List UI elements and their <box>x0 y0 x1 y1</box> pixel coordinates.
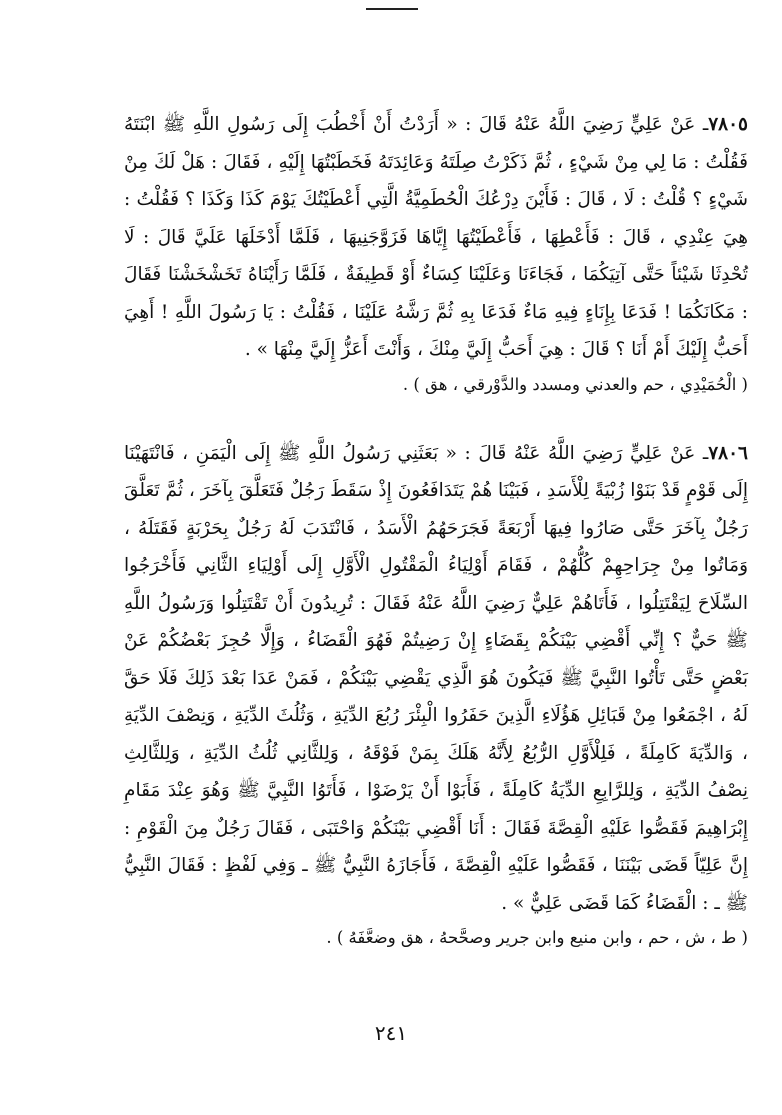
hadith-source: ( ط ، ش ، حم ، وابن منيع وابن جرير وصحَّحهُ ، هق وضعَّفَهُ ) . <box>326 928 748 947</box>
page-body <box>124 106 748 954</box>
hadith-text <box>124 106 748 369</box>
hadith-7805 <box>124 106 748 401</box>
header-rule <box>366 8 418 10</box>
hadith-body: ـ عَنْ عَلِيٍّ رَضِيَ اللَّهُ عَنْهُ قَالَ : « أَرَدْتُ أَنْ أَخْطُبَ إِلَى رَسُولِ اللَّهِ ﷺ ابْنَتَهُ فَقُلْتُ : مَا لِي مِنْ شَيْءٍ ، ثُمَّ ذَكَرْتُ صِلَتَهُ وَعَائِدَتَهُ فَخَطَبْتُهَا إِلَيْهِ ، فَقَالَ : هَلْ لَكَ مِنْ شَيْءٍ ؟ قُلْتُ : لَا ، قَالَ : فَأَيْنَ دِرْعُكَ الْحُطَمِيَّةُ الَّتِي أَعْطَيْتُكَ يَوْمَ كَذَا وَكَذَا ؟ فَقُلْتُ : هِيَ عِنْدِي ، قَالَ : فَأَعْطِهَا ، فَأَعْطَيْتُهَا إِيَّاهَا فَزَوَّجَنِيهَا ، فَلَمَّا أَدْخَلَهَا عَلَيَّ قَالَ : لَا تُحْدِثَا شَيْئاً حَتَّى آتِيَكُمَا ، فَجَاءَنَا وَعَلَيْنَا كِسَاءٌ أَوْ قَطِيفَةٌ ، فَلَمَّا رَأَيْنَاهُ تَخَشْخَشْنَا فَقَالَ : مَكَانَكُمَا ! فَدَعَا بِإِنَاءٍ فِيهِ مَاءٌ فَدَعَا بِهِ ثُمَّ رَشَّهُ عَلَيْنَا ، فَقُلْتُ : يَا رَسُولَ اللَّهِ ! أَهِيَ أَحَبُّ إِلَيْكَ أَمْ أَنَا ؟ قَالَ : هِيَ أَحَبُّ إِلَيَّ مِنْكَ ، وَأَنْتَ أَعَزُّ إِلَيَّ مِنْهَا » . <box>124 114 748 360</box>
hadith-7806 <box>124 435 748 955</box>
hadith-number: ٧٨٠٦ <box>708 442 748 464</box>
hadith-source: ( الْحُمَيْدِي ، حم والعدني ومسدد والدَّوْرقي ، هق ) . <box>402 374 748 394</box>
page-number: ٢٤١ <box>374 1021 408 1045</box>
hadith-number: ٧٨٠٥ <box>708 114 748 135</box>
hadith-body: ـ عَنْ عَلِيٍّ رَضِيَ اللَّهُ عَنْهُ قَالَ : « بَعَثَنِي رَسُولُ اللَّهِ ﷺ إِلَى الْيَمَنِ ، فَانْتَهَيْنَا إِلَى قَوْمٍ قَدْ بَنَوْا زُبْيَةً لِلْأَسَدِ ، فَبَيْنَا هُمْ يَتَدَافَعُونَ إِذْ سَقَطَ رَجُلٌ فَتَعَلَّقَ بِآخَرَ ، ثُمَّ تَعَلَّقَ رَجُلٌ بِآخَرَ حَتَّى صَارُوا فِيهَا أَرْبَعَةً فَجَرَحَهُمُ الْأَسَدُ ، فَانْتَدَبَ لَهُ رَجُلٌ بِحَرْبَةٍ فَقَتَلَهُ ، وَمَاتُوا مِنْ جِرَاحِهِمْ كُلُّهُمْ ، فَقَامَ أَوْلِيَاءُ الْمَقْتُولِ الْأَوَّلِ إِلَى أَوْلِيَاءِ الثَّانِي فَأَخْرَجُوا السِّلَاحَ لِيَقْتَتِلُوا ، فَأَتَاهُمْ عَلِيٌّ رَضِيَ اللَّهُ عَنْهُ فَقَالَ : تُرِيدُونَ أَنْ تَقْتَتِلُوا وَرَسُولُ اللَّهِ ﷺ حَيٌّ ؟ إِنِّي أَقْضِي بَيْنَكُمْ بِقَضَاءٍ إِنْ رَضِيتُمْ فَهُوَ الْقَضَاءُ ، وَإِلَّا حُجِزَ بَعْضُكُمْ عَنْ بَعْضٍ حَتَّى تَأْتُوا النَّبِيَّ ﷺ فَيَكُونَ هُوَ الَّذِي يَقْضِي بَيْنَكُمْ ، فَمَنْ عَدَا بَعْدَ ذَلِكَ فَلَا حَقَّ لَهُ ، اجْمَعُوا مِنْ قَبَائِلِ هَؤُلَاءِ الَّذِينَ حَفَرُوا الْبِئْرَ رُبُعَ الدِّيَةِ ، وَثُلُثَ الدِّيَةِ ، وَنِصْفَ الدِّيَةِ ، وَالدِّيَةَ كَامِلَةً ، فَلِلْأَوَّلِ الرُّبُعُ لِأَنَّهُ هَلَكَ بِمَنْ فَوْقَهُ ، وَلِلثَّانِي ثُلُثُ الدِّيَةِ ، وَلِلثَّالِثِ نِصْفُ الدِّيَةِ ، وَلِلرَّابِعِ الدِّيَةُ كَامِلَةً ، فَأَبَوْا أَنْ يَرْضَوْا ، فَأَتَوُا النَّبِيَّ ﷺ وَهُوَ عِنْدَ مَقَامِ إِبْرَاهِيمَ فَقَصُّوا عَلَيْهِ الْقِصَّةَ فَقَالَ : أَنَا أَقْضِي بَيْنَكُمْ وَاحْتَبَى ، فَقَالَ رَجُلٌ مِنَ الْقَوْمِ : إِنَّ عَلِيّاً قَضَى بَيْنَنَا ، فَقَصُّوا عَلَيْهِ الْقِصَّةَ ، فَأَجَازَهُ النَّبِيُّ ﷺ ـ وَفِي لَفْظٍ : فَقَالَ النَّبِيُّ ﷺ ـ : الْقَضَاءُ كَمَا قَضَى عَلِيٌّ » . <box>124 442 748 914</box>
hadith-text <box>124 435 748 923</box>
